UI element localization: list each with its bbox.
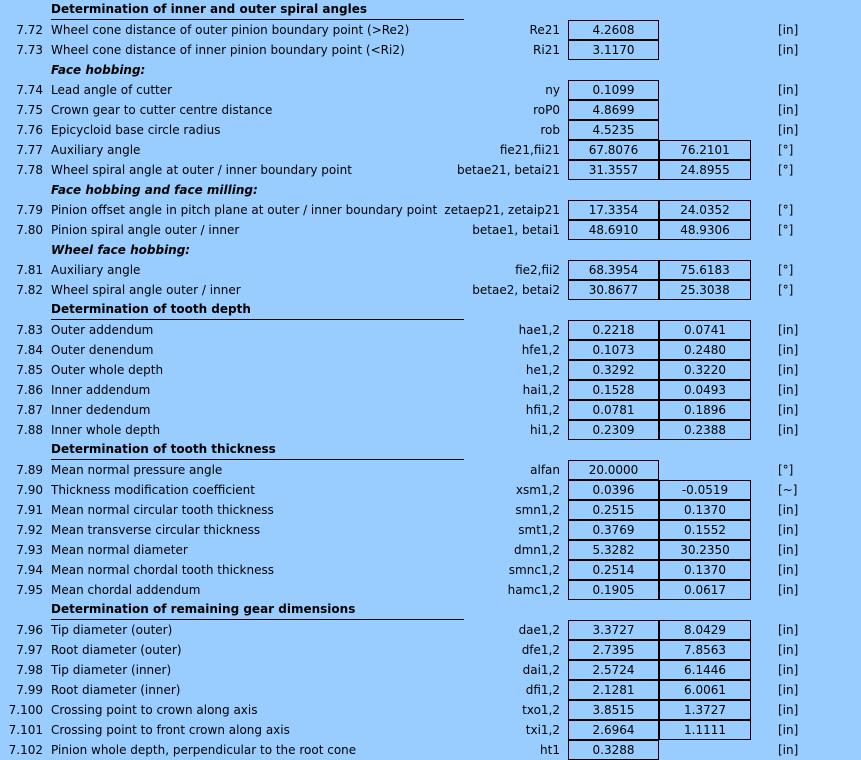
value-cell-2[interactable]: 0.0617 bbox=[659, 580, 751, 600]
parameter-symbol: smnc1,2 bbox=[508, 563, 560, 577]
parameter-description: Pinion whole depth, perpendicular to the root cone bbox=[51, 743, 357, 757]
row-number: 7.99 bbox=[16, 683, 43, 697]
value-cell-1[interactable]: 68.3954 bbox=[568, 260, 659, 280]
parameter-symbol: rob bbox=[540, 123, 560, 137]
unit-label: [in] bbox=[778, 343, 799, 357]
value-cell-1[interactable]: 0.1099 bbox=[568, 80, 659, 100]
parameter-description: Crown gear to cutter centre distance bbox=[51, 103, 273, 117]
value-cell-2[interactable]: 1.3727 bbox=[659, 700, 751, 720]
parameter-description: Root diameter (inner) bbox=[51, 683, 181, 697]
parameter-description: Auxiliary angle bbox=[51, 263, 141, 277]
value-cell-2[interactable]: -0.0519 bbox=[659, 480, 751, 500]
value-cell-1[interactable]: 0.1528 bbox=[568, 380, 659, 400]
parameter-symbol: he1,2 bbox=[525, 363, 560, 377]
parameter-description: Wheel spiral angle at outer / inner boundary point bbox=[51, 163, 352, 177]
value-cell-1[interactable]: 4.8699 bbox=[568, 100, 659, 120]
parameter-description: Mean normal pressure angle bbox=[51, 463, 223, 477]
value-cell-1[interactable]: 17.3354 bbox=[568, 200, 659, 220]
value-cell-2[interactable]: 30.2350 bbox=[659, 540, 751, 560]
data-row bbox=[0, 220, 861, 240]
data-row bbox=[0, 40, 861, 60]
parameter-symbol: alfan bbox=[530, 463, 560, 477]
parameter-symbol: hi1,2 bbox=[529, 423, 560, 437]
parameter-description: Tip diameter (inner) bbox=[51, 663, 172, 677]
row-number: 7.78 bbox=[16, 163, 43, 177]
parameter-symbol: txo1,2 bbox=[522, 703, 560, 717]
value-cell-1[interactable]: 0.3292 bbox=[568, 360, 659, 380]
unit-label: [in] bbox=[778, 543, 799, 557]
row-number: 7.87 bbox=[16, 403, 43, 417]
row-number: 7.89 bbox=[16, 463, 43, 477]
value-cell-2[interactable]: 0.1552 bbox=[659, 520, 751, 540]
row-number: 7.100 bbox=[8, 703, 43, 717]
parameter-symbol: Re21 bbox=[529, 23, 560, 37]
unit-label: [in] bbox=[778, 703, 799, 717]
parameter-symbol: smt1,2 bbox=[518, 523, 560, 537]
parameter-symbol: fie21,fii21 bbox=[499, 143, 560, 157]
data-row bbox=[0, 540, 861, 560]
parameter-symbol: txi1,2 bbox=[525, 723, 560, 737]
row-number: 7.94 bbox=[16, 563, 43, 577]
row-number: 7.98 bbox=[16, 663, 43, 677]
unit-label: [in] bbox=[778, 503, 799, 517]
value-cell-1[interactable]: 2.1281 bbox=[568, 680, 659, 700]
data-row bbox=[0, 520, 861, 540]
row-number: 7.74 bbox=[16, 83, 43, 97]
row-number: 7.95 bbox=[16, 583, 43, 597]
row-number: 7.86 bbox=[16, 383, 43, 397]
section-header-row bbox=[0, 600, 861, 620]
row-number: 7.97 bbox=[16, 643, 43, 657]
value-cell-2[interactable]: 0.1896 bbox=[659, 400, 751, 420]
parameter-description: Mean transverse circular thickness bbox=[51, 523, 261, 537]
data-row bbox=[0, 120, 861, 140]
unit-label: [in] bbox=[778, 83, 799, 97]
parameter-symbol: zetaep21, zetaip21 bbox=[444, 203, 560, 217]
row-number: 7.73 bbox=[16, 43, 43, 57]
data-row bbox=[0, 700, 861, 720]
data-row bbox=[0, 640, 861, 660]
parameter-symbol: betae2, betai2 bbox=[472, 283, 560, 297]
parameter-description: Mean chordal addendum bbox=[51, 583, 201, 597]
data-row bbox=[0, 580, 861, 600]
data-row bbox=[0, 340, 861, 360]
subsection-header-row bbox=[0, 240, 861, 260]
value-cell-1[interactable]: 20.0000 bbox=[568, 460, 659, 480]
parameter-description: Crossing point to crown along axis bbox=[51, 703, 258, 717]
value-cell-2[interactable]: 0.1370 bbox=[659, 500, 751, 520]
unit-label: [in] bbox=[778, 123, 799, 137]
value-cell-2[interactable]: 6.1446 bbox=[659, 660, 751, 680]
parameter-description: Outer whole depth bbox=[51, 363, 164, 377]
data-row bbox=[0, 480, 861, 500]
parameter-symbol: smn1,2 bbox=[515, 503, 560, 517]
data-row bbox=[0, 80, 861, 100]
unit-label: [in] bbox=[778, 363, 799, 377]
subsection-title: Face hobbing: bbox=[51, 63, 146, 77]
unit-label: [in] bbox=[778, 563, 799, 577]
value-cell-2[interactable]: 6.0061 bbox=[659, 680, 751, 700]
data-row bbox=[0, 280, 861, 300]
row-number: 7.88 bbox=[16, 423, 43, 437]
data-row bbox=[0, 660, 861, 680]
parameter-description: Outer addendum bbox=[51, 323, 154, 337]
section-title: Determination of tooth depth bbox=[51, 300, 464, 320]
parameter-symbol: hfe1,2 bbox=[521, 343, 560, 357]
row-number: 7.82 bbox=[16, 283, 43, 297]
row-number: 7.76 bbox=[16, 123, 43, 137]
data-row bbox=[0, 500, 861, 520]
data-row bbox=[0, 740, 861, 760]
value-cell-1[interactable]: 0.3769 bbox=[568, 520, 659, 540]
parameter-description: Mean normal chordal tooth thickness bbox=[51, 563, 274, 577]
data-row bbox=[0, 200, 861, 220]
value-cell-2[interactable]: 0.3220 bbox=[659, 360, 751, 380]
parameter-symbol: dmn1,2 bbox=[514, 543, 560, 557]
subsection-title: Face hobbing and face milling: bbox=[51, 183, 258, 197]
parameter-description: Wheel cone distance of inner pinion boundary point (<Ri2) bbox=[51, 43, 405, 57]
subsection-header-row bbox=[0, 60, 861, 80]
value-cell-1[interactable]: 0.2515 bbox=[568, 500, 659, 520]
parameter-symbol: roP0 bbox=[533, 103, 560, 117]
parameter-description: Mean normal diameter bbox=[51, 543, 188, 557]
section-header-row bbox=[0, 300, 861, 320]
unit-label: [in] bbox=[778, 583, 799, 597]
value-cell-1[interactable]: 3.3727 bbox=[568, 620, 659, 640]
unit-label: [in] bbox=[778, 383, 799, 397]
row-number: 7.83 bbox=[16, 323, 43, 337]
unit-label: [in] bbox=[778, 683, 799, 697]
parameter-description: Pinion spiral angle outer / inner bbox=[51, 223, 240, 237]
section-title: Determination of remaining gear dimensions bbox=[51, 600, 464, 620]
value-cell-2[interactable]: 75.6183 bbox=[659, 260, 751, 280]
row-number: 7.85 bbox=[16, 363, 43, 377]
row-number: 7.84 bbox=[16, 343, 43, 357]
data-row bbox=[0, 460, 861, 480]
unit-label: [°] bbox=[778, 223, 794, 237]
data-row bbox=[0, 420, 861, 440]
value-cell-2[interactable]: 0.2480 bbox=[659, 340, 751, 360]
value-cell-2[interactable]: 0.0493 bbox=[659, 380, 751, 400]
parameter-description: Inner addendum bbox=[51, 383, 151, 397]
data-row bbox=[0, 720, 861, 740]
value-cell-2[interactable]: 0.1370 bbox=[659, 560, 751, 580]
unit-label: [in] bbox=[778, 623, 799, 637]
parameter-symbol: hai1,2 bbox=[522, 383, 560, 397]
parameter-symbol: dai1,2 bbox=[522, 663, 560, 677]
value-cell-1[interactable]: 30.8677 bbox=[568, 280, 659, 300]
parameter-symbol: dfe1,2 bbox=[521, 643, 560, 657]
subsection-title: Wheel face hobbing: bbox=[51, 243, 191, 257]
parameter-description: Inner whole depth bbox=[51, 423, 161, 437]
unit-label: [°] bbox=[778, 283, 794, 297]
parameter-symbol: dae1,2 bbox=[518, 623, 560, 637]
parameter-description: Auxiliary angle bbox=[51, 143, 141, 157]
row-number: 7.92 bbox=[16, 523, 43, 537]
value-cell-1[interactable]: 4.5235 bbox=[568, 120, 659, 140]
unit-label: [°] bbox=[778, 163, 794, 177]
parameter-symbol: betae1, betai1 bbox=[472, 223, 560, 237]
data-row bbox=[0, 680, 861, 700]
data-row bbox=[0, 160, 861, 180]
unit-label: [°] bbox=[778, 203, 794, 217]
subsection-header-row bbox=[0, 180, 861, 200]
parameter-symbol: xsm1,2 bbox=[515, 483, 560, 497]
row-number: 7.79 bbox=[16, 203, 43, 217]
data-row bbox=[0, 380, 861, 400]
parameter-symbol: ht1 bbox=[540, 743, 560, 757]
data-row bbox=[0, 320, 861, 340]
section-title: Determination of tooth thickness bbox=[51, 440, 464, 460]
parameter-symbol: Ri21 bbox=[533, 43, 560, 57]
value-cell-1[interactable]: 2.6964 bbox=[568, 720, 659, 740]
data-row bbox=[0, 400, 861, 420]
parameter-description: Epicycloid base circle radius bbox=[51, 123, 221, 137]
parameter-description: Pinion offset angle in pitch plane at outer / inner boundary point bbox=[51, 203, 438, 217]
value-cell-1[interactable]: 4.2608 bbox=[568, 20, 659, 40]
unit-label: [°] bbox=[778, 143, 794, 157]
data-row bbox=[0, 620, 861, 640]
value-cell-2[interactable]: 76.2101 bbox=[659, 140, 751, 160]
value-cell-1[interactable]: 0.1905 bbox=[568, 580, 659, 600]
parameter-symbol: dfi1,2 bbox=[525, 683, 560, 697]
parameter-symbol: ny bbox=[545, 83, 560, 97]
unit-label: [in] bbox=[778, 663, 799, 677]
section-header-row bbox=[0, 440, 861, 460]
parameter-symbol: hfi1,2 bbox=[525, 403, 560, 417]
value-cell-2[interactable]: 24.0352 bbox=[659, 200, 751, 220]
parameter-symbol: betae21, betai21 bbox=[456, 163, 560, 177]
row-number: 7.80 bbox=[16, 223, 43, 237]
data-row bbox=[0, 360, 861, 380]
value-cell-2[interactable]: 0.2388 bbox=[659, 420, 751, 440]
row-number: 7.93 bbox=[16, 543, 43, 557]
data-row bbox=[0, 560, 861, 580]
row-number: 7.90 bbox=[16, 483, 43, 497]
parameter-description: Tip diameter (outer) bbox=[51, 623, 173, 637]
value-cell-1[interactable]: 2.7395 bbox=[568, 640, 659, 660]
value-cell-2[interactable]: 1.1111 bbox=[659, 720, 751, 740]
parameter-description: Lead angle of cutter bbox=[51, 83, 173, 97]
unit-label: [in] bbox=[778, 523, 799, 537]
section-title: Determination of inner and outer spiral angles bbox=[51, 0, 464, 20]
unit-label: [in] bbox=[778, 103, 799, 117]
unit-label: [in] bbox=[778, 643, 799, 657]
value-cell-2[interactable]: 24.8955 bbox=[659, 160, 751, 180]
unit-label: [°] bbox=[778, 263, 794, 277]
parameter-description: Root diameter (outer) bbox=[51, 643, 182, 657]
parameter-description: Crossing point to front crown along axis bbox=[51, 723, 290, 737]
value-cell-1[interactable]: 0.2309 bbox=[568, 420, 659, 440]
section-header-row bbox=[0, 0, 861, 20]
parameter-symbol: hamc1,2 bbox=[507, 583, 560, 597]
value-cell-1[interactable]: 0.3288 bbox=[568, 740, 659, 760]
parameter-description: Outer denendum bbox=[51, 343, 154, 357]
parameter-symbol: fie2,fii2 bbox=[515, 263, 560, 277]
unit-label: [in] bbox=[778, 743, 799, 757]
value-cell-1[interactable]: 3.8515 bbox=[568, 700, 659, 720]
parameter-description: Wheel spiral angle outer / inner bbox=[51, 283, 241, 297]
parameter-description: Thickness modification coefficient bbox=[51, 483, 255, 497]
unit-label: [in] bbox=[778, 323, 799, 337]
unit-label: [in] bbox=[778, 403, 799, 417]
value-cell-2[interactable]: 8.0429 bbox=[659, 620, 751, 640]
value-cell-1[interactable]: 48.6910 bbox=[568, 220, 659, 240]
unit-label: [in] bbox=[778, 723, 799, 737]
value-cell-2[interactable]: 25.3038 bbox=[659, 280, 751, 300]
value-cell-2[interactable]: 48.9306 bbox=[659, 220, 751, 240]
parameter-symbol: hae1,2 bbox=[518, 323, 560, 337]
value-cell-2[interactable]: 7.8563 bbox=[659, 640, 751, 660]
value-cell-1[interactable]: 0.1073 bbox=[568, 340, 659, 360]
parameter-description: Inner dedendum bbox=[51, 403, 151, 417]
unit-label: [°] bbox=[778, 463, 794, 477]
value-cell-1[interactable]: 0.0396 bbox=[568, 480, 659, 500]
value-cell-2[interactable]: 0.0741 bbox=[659, 320, 751, 340]
data-row bbox=[0, 100, 861, 120]
data-row bbox=[0, 140, 861, 160]
row-number: 7.72 bbox=[16, 23, 43, 37]
parameter-description: Mean normal circular tooth thickness bbox=[51, 503, 274, 517]
value-cell-1[interactable]: 3.1170 bbox=[568, 40, 659, 60]
row-number: 7.102 bbox=[8, 743, 43, 757]
row-number: 7.75 bbox=[16, 103, 43, 117]
row-number: 7.81 bbox=[16, 263, 43, 277]
row-number: 7.96 bbox=[16, 623, 43, 637]
parameter-description: Wheel cone distance of outer pinion boundary point (>Re2) bbox=[51, 23, 410, 37]
unit-label: [~] bbox=[778, 483, 798, 497]
row-number: 7.91 bbox=[16, 503, 43, 517]
value-cell-1[interactable]: 31.3557 bbox=[568, 160, 659, 180]
row-number: 7.101 bbox=[8, 723, 43, 737]
unit-label: [in] bbox=[778, 43, 799, 57]
value-cell-1[interactable]: 67.8076 bbox=[568, 140, 659, 160]
value-cell-1[interactable]: 0.2514 bbox=[568, 560, 659, 580]
value-cell-1[interactable]: 5.3282 bbox=[568, 540, 659, 560]
row-number: 7.77 bbox=[16, 143, 43, 157]
data-row bbox=[0, 260, 861, 280]
unit-label: [in] bbox=[778, 423, 799, 437]
value-cell-1[interactable]: 2.5724 bbox=[568, 660, 659, 680]
value-cell-1[interactable]: 0.2218 bbox=[568, 320, 659, 340]
value-cell-1[interactable]: 0.0781 bbox=[568, 400, 659, 420]
unit-label: [in] bbox=[778, 23, 799, 37]
data-row bbox=[0, 20, 861, 40]
